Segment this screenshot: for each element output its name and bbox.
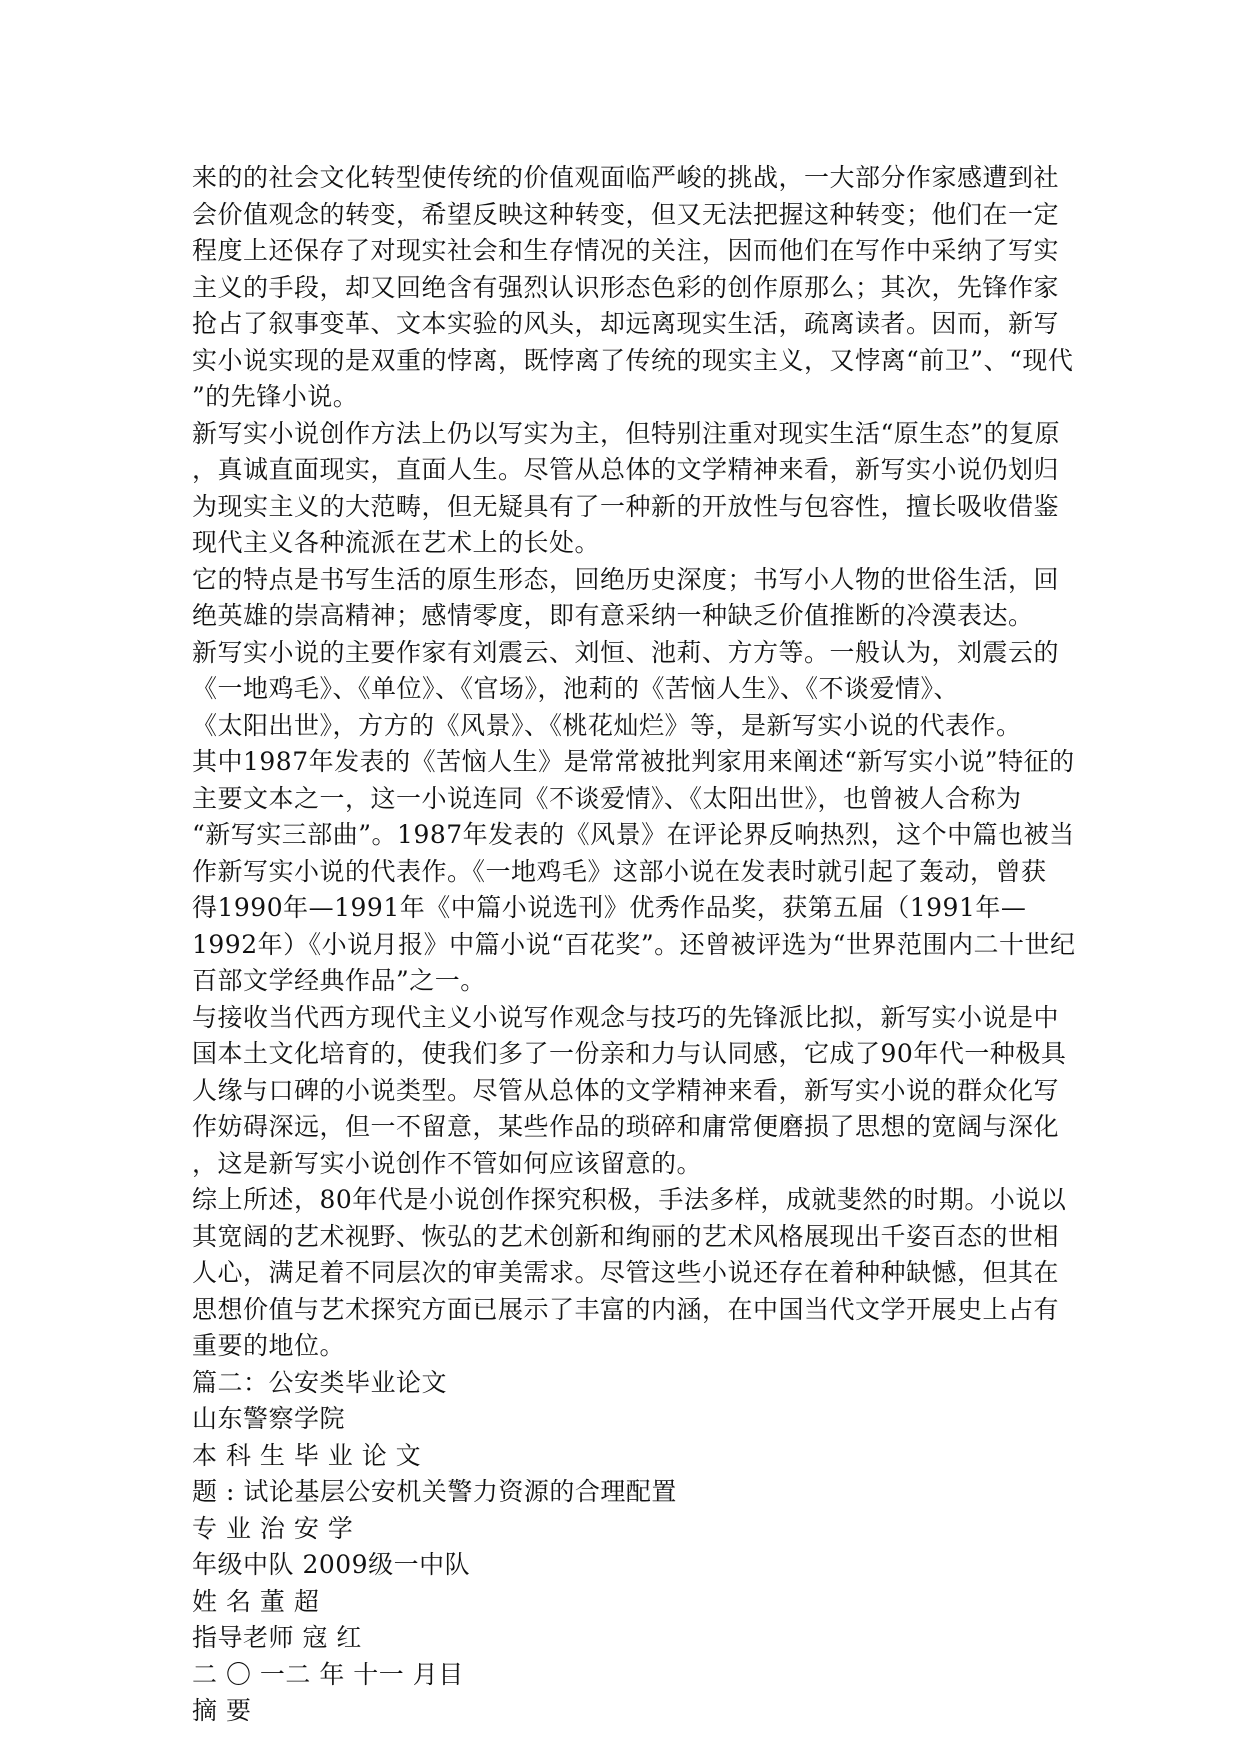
text-line: 其中1987年发表的《苦恼人生》是常常被批判家用来阐述“新写实小说”特征的 (192, 747, 1075, 776)
text-line: 《一地鸡毛》、《单位》、《官场》，池莉的《苦恼人生》、《不谈爱情》、 (192, 674, 960, 703)
text-line: 得1990年—1991年《中篇小说选刊》优秀作品奖，获第五届（1991年— (192, 893, 1027, 922)
name-line: 姓 名 董 超 (192, 1586, 320, 1616)
text-line: 综上所述，80年代是小说创作探究积极，手法多样，成就斐然的时期。小说以 (192, 1185, 1067, 1214)
thesis-title: 题 : 试论基层公安机关警力资源的合理配置 (192, 1477, 677, 1506)
text-line: 其宽阔的艺术视野、恢弘的艺术创新和绚丽的艺术风格展现出千姿百态的世相 (192, 1221, 1060, 1251)
text-line: 实小说实现的是双重的悖离，既悖离了传统的现实主义，又悖离“前卫”、“现代 (192, 345, 1074, 375)
major-line: 专 业 治 安 学 (192, 1513, 354, 1543)
text-line: 抢占了叙事变革、文本实验的风头，却远离现实生活，疏离读者。因而，新写 (192, 309, 1060, 338)
text-line: 来的的社会文化转型使传统的价值观面临严峻的挑战，一大部分作家感遭到社 (192, 163, 1060, 192)
text-line: 新写实小说创作方法上仍以写实为主，但特别注重对现实生活“原生态”的复原 (192, 418, 1061, 448)
text-line: 国本土文化培育的，使我们多了一份亲和力与认同感，它成了90年代一种极具 (192, 1039, 1067, 1068)
text-line: 思想价值与艺术探究方面已展示了丰富的内涵，在中国当代文学开展史上占有 (192, 1294, 1060, 1324)
text-line: “新写实三部曲”。1987年发表的《风景》在评论界反响热烈，这个中篇也被当 (192, 820, 1075, 849)
text-line: 作妨碍深远，但一不留意，某些作品的琐碎和庸常便磨损了思想的宽阔与深化 (192, 1112, 1060, 1141)
text-line: 1992年）《小说月报》中篇小说“百花奖”。还曾被评选为“世界范围内二十世纪 (192, 929, 1076, 959)
abstract-heading: 摘 要 (192, 1696, 252, 1725)
date-line: 二 〇 一二 年 十一 月目 (192, 1659, 464, 1689)
text-line: 为现实主义的大范畴，但无疑具有了一种新的开放性与包容性，擅长吸收借鉴 (192, 491, 1060, 521)
text-line: 会价值观念的转变，希望反映这种转变，但又无法把握这种转变；他们在一定 (192, 199, 1060, 229)
text-line: 主要文本之一，这一小说连同《不谈爱情》、《太阳出世》，也曾被人合称为 (192, 783, 1022, 813)
text-line: 人缘与口碑的小说类型。尽管从总体的文学精神来看，新写实小说的群众化写 (192, 1075, 1060, 1105)
grade-line: 年级中队 2009级一中队 (192, 1550, 471, 1579)
text-line: 重要的地位。 (192, 1331, 346, 1360)
thesis-type: 本 科 生 毕 业 论 文 (192, 1440, 422, 1470)
text-line: 程度上还保存了对现实社会和生存情况的关注，因而他们在写作中采纳了写实 (192, 236, 1060, 265)
text-line: ”的先锋小说。 (192, 382, 359, 411)
text-line: 作新写实小说的代表作。《一地鸡毛》这部小说在发表时就引起了轰动，曾获 (192, 856, 1047, 886)
text-line: 它的特点是书写生活的原生形态，回绝历史深度；书写小人物的世俗生活，回 (192, 564, 1060, 594)
text-line: 与接收当代西方现代主义小说写作观念与技巧的先锋派比拟，新写实小说是中 (192, 1002, 1060, 1032)
text-line: 现代主义各种流派在艺术上的长处。 (192, 528, 601, 557)
text-line: 新写实小说的主要作家有刘震云、刘恒、池莉、方方等。一般认为，刘震云的 (192, 637, 1060, 667)
section-heading: 篇二：公安类毕业论文 (192, 1367, 448, 1397)
text-line: 《太阳出世》，方方的《风景》、《桃花灿烂》等，是新写实小说的代表作。 (192, 710, 1022, 740)
advisor-line: 指导老师 寇 红 (192, 1623, 362, 1652)
document-body (192, 160, 1076, 1730)
text-line: 主义的手段，却又回绝含有强烈认识形态色彩的创作原那么；其次，先锋作家 (192, 272, 1060, 302)
text-line: ，这是新写实小说创作不管如何应该留意的。 (192, 1148, 703, 1178)
text-line: ，真诚直面现实，直面人生。尽管从总体的文学精神来看，新写实小说仍划归 (192, 455, 1060, 484)
text-line: 绝英雄的崇高精神；感情零度，即有意采纳一种缺乏价值推断的冷漠表达。 (192, 601, 1034, 630)
text-line: 百部文学经典作品”之一。 (192, 966, 486, 995)
school-name: 山东警察学院 (192, 1404, 346, 1433)
text-line: 人心，满足着不同层次的审美需求。尽管这些小说还存在着种种缺憾，但其在 (192, 1258, 1060, 1287)
